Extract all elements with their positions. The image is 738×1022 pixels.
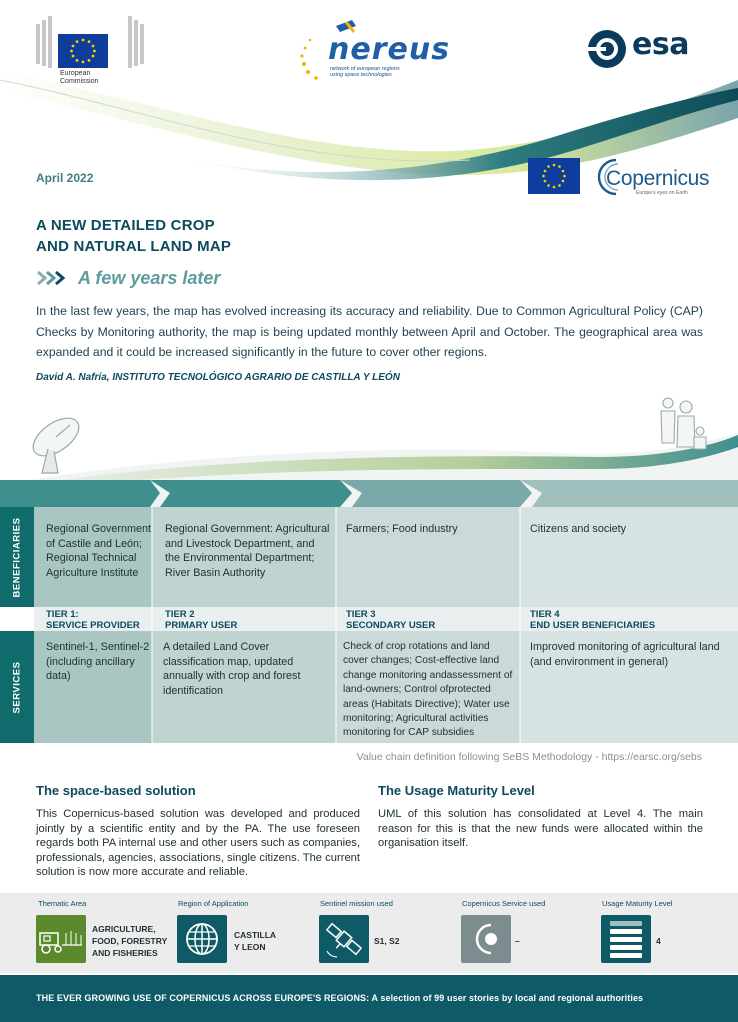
satellite-dish-icon [27,411,86,473]
copernicus-tagline: Europe's eyes on Earth [636,190,688,196]
region-label: Region of Application [178,899,249,908]
author-line: David A. Nafría, INSTITUTO TECNOLÓGICO AGRARIO DE CASTILLA Y LEÓN [36,372,400,383]
usage-maturity-heading: The Usage Maturity Level [378,783,535,798]
copernicus-wordmark: Copernicus [606,167,710,190]
thematic-area-value: AGRICULTURE, FOOD, FORESTRY AND FISHERIES [92,924,168,958]
service-tier4: Improved monitoring of agricultural land (and environment in general) [530,641,720,668]
uml-value: 4 [656,936,661,946]
globe-icon [177,915,227,963]
thematic-area-label: Thematic Area [38,899,87,908]
usage-maturity-text: UML of this solution has consolidated at Level 4. The main reason for this is that the new funds were allocated within the organisation itself. [378,808,703,850]
service-tier2: A detailed Land Cover classification map, updated annually with crop and forest identification [163,641,301,697]
copernicus-service-label: Copernicus Service used [462,899,546,908]
copernicus-service-icon [461,915,511,963]
beneficiaries-label: BENEFICIARIES [0,507,34,607]
beneficiary-tier4: Citizens and society [530,523,627,535]
double-chevron-icon [36,270,68,286]
people-icon [661,398,706,449]
footer-text: THE EVER GROWING USE OF COPERNICUS ACROSS EUROPE'S REGIONS: A selection of 99 user stories by local and regional authorities [36,993,644,1003]
esa-wordmark: esa [632,27,689,62]
services-label: SERVICES [0,631,34,743]
nereus-tagline: network of european regions using space technologies [330,66,400,78]
tier4-label: TIER 4 END USER BENEFICIARIES [530,609,656,631]
sentinel-label: Sentinel mission used [320,899,393,908]
service-tier3: Check of crop rotations and land cover changes; Cost-effective land change monitoring andassessment of land-owners; Control ofprotected areas (Habitats Directive); Water use monitoring; Agricultural activities monitoring for CAP subsidies [343,641,513,739]
sentinel-value: S1, S2 [374,936,400,946]
tractor-icon [36,915,86,963]
service-tier1: Sentinel-1, Sentinel-2 (including ancillary data) [46,641,150,682]
region-value: CASTILLA Y LEON [234,930,277,952]
subtitle-row [36,266,220,290]
nereus-wordmark: nereus [328,32,451,67]
space-solution-heading: The space-based solution [36,783,196,798]
satellite-icon [319,915,369,963]
beneficiary-tier3: Farmers; Food industry [346,523,458,535]
maturity-level-icon [601,915,651,963]
ec-label: European Commission [60,70,99,85]
publication-date: April 2022 [36,171,94,185]
beneficiary-tier2: Regional Government: Agricultural and Livestock Department, and the Environmental Department; River Basin Authority [165,523,330,579]
tier2-label: TIER 2 PRIMARY USER [165,609,238,631]
page-title: A NEW DETAILED CROP AND NATURAL LAND MAP [36,217,232,255]
uml-label: Usage Maturity Level [602,899,673,908]
subtitle: A few years later [78,267,221,288]
tier3-label: TIER 3 SECONDARY USER [346,609,436,631]
tier1-label: TIER 1: SERVICE PROVIDER [46,609,140,631]
eu-flag-icon [528,158,580,194]
copernicus-service-value: – [515,936,520,946]
space-solution-text: This Copernicus-based solution was developed and produced jointly by a scientific entity and by the PA. The use foreseen regards both PA internal use and other users such as companies, professionals, agencies, associations, single citizens. The current solution is now more accurate and reliable. [36,808,360,879]
intro-paragraph: In the last few years, the map has evolved increasing its accuracy and reliability. Due to Common Agricultural Policy (CAP) Checks by Monitoring authority, the map is being updated monthly between April and October. The geographical area was expanded and it could be increased significantly in the future to cover other regions. [36,304,703,359]
value-chain-credit: Value chain definition following SeBS Methodology - https://earsc.org/sebs [356,751,702,763]
beneficiary-tier1: Regional Government of Castile and León; Regional Technical Agriculture Institute [46,523,152,579]
